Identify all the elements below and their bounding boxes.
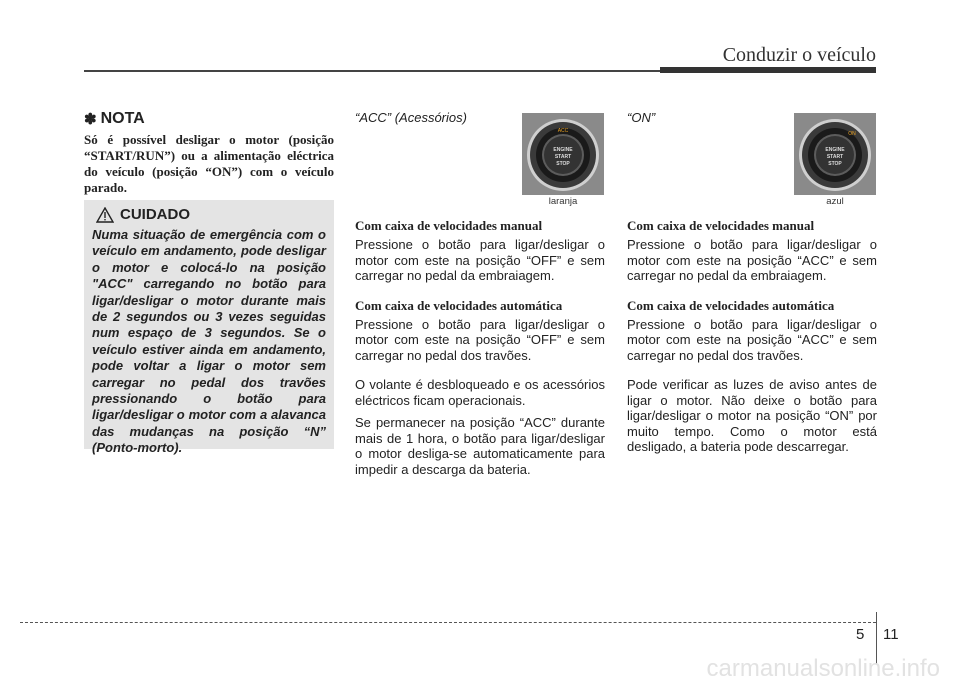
on-paragraph-1: Pode verificar as luzes de aviso antes de ligar o motor. Não deixe o botão para ligar/desligar o motor na posição “ON” por muito tempo. Como o motor está desligado, a bateria pode descarregar. bbox=[627, 377, 877, 454]
page-number: 11 bbox=[883, 626, 899, 643]
svg-text:STOP: STOP bbox=[828, 161, 842, 167]
on-figure bbox=[794, 113, 876, 209]
section-title: Conduzir o veículo bbox=[722, 44, 876, 66]
svg-text:START: START bbox=[554, 154, 572, 160]
on-manual-heading: Com caixa de velocidades manual bbox=[627, 218, 815, 233]
footer-rule bbox=[20, 622, 876, 623]
acc-auto-text: Pressione o botão para ligar/desligar o motor com este na posição “OFF” e sem carregar no pedal dos travões. bbox=[355, 316, 605, 363]
on-auto-text: Pressione o botão para ligar/desligar o motor com este na posição “ACC” e sem carregar no pedal dos travões. bbox=[627, 316, 877, 363]
acc-figure bbox=[522, 113, 604, 209]
note-body: Só é possível desligar o motor (posição “START/RUN”) ou a alimentação eléctrica do veículo (posição “ON”) com o veículo parado. bbox=[84, 132, 334, 195]
acc-button-image bbox=[522, 113, 604, 195]
on-caption: azul bbox=[826, 196, 844, 207]
acc-caption: laranja bbox=[548, 196, 578, 207]
svg-text:STOP: STOP bbox=[556, 161, 570, 167]
on-auto-heading: Com caixa de velocidades automática bbox=[627, 297, 835, 313]
svg-text:ENGINE: ENGINE bbox=[825, 147, 845, 153]
acc-manual-text: Pressione o botão para ligar/desligar o motor com este na posição “OFF” e sem carregar no pedal da embraiagem. bbox=[355, 237, 605, 283]
acc-auto-heading: Com caixa de velocidades automática bbox=[355, 297, 563, 313]
on-body bbox=[627, 218, 877, 455]
caution-box bbox=[84, 200, 334, 456]
watermark: carmanualsonline.info bbox=[706, 655, 940, 682]
acc-paragraph-1: O volante é desbloqueado e os acessórios eléctricos ficam operacionais. bbox=[355, 377, 605, 408]
acc-body bbox=[355, 218, 605, 477]
acc-manual-heading: Com caixa de velocidades manual bbox=[355, 218, 543, 233]
header-rule-accent bbox=[660, 67, 876, 73]
acc-title: “ACC” (Acessórios) bbox=[355, 110, 467, 125]
caution-label: CUIDADO bbox=[120, 206, 190, 223]
on-manual-text: Pressione o botão para ligar/desligar o motor com este na posição “ACC” e sem carregar no pedal da embraiagem. bbox=[627, 237, 877, 283]
svg-text:ENGINE: ENGINE bbox=[553, 147, 573, 153]
note-label: NOTA bbox=[100, 110, 145, 127]
svg-text:START: START bbox=[826, 154, 844, 160]
note-star-icon: ✽ bbox=[84, 111, 97, 128]
header-rule bbox=[84, 70, 660, 72]
caution-body: Numa situação de emergência com o veículo em andamento, pode desligar o motor e colocá-lo na posição "ACC" carregando no botão para ligar/desligar o motor durante mais de 2 segundos ou 3 vezes seguidas num espaço de 3 segundos. Se o veículo estiver ainda em andamento, pode voltar a ligar o motor sem carregar no pedal dos travões pressionando o botão para ligar/desligar o motor com a alavanca das mudanças na posição “N” (Ponto-morto). bbox=[92, 227, 326, 456]
chapter-number: 5 bbox=[856, 626, 865, 643]
caution-heading bbox=[96, 206, 326, 223]
on-title: “ON” bbox=[627, 110, 656, 125]
on-ring-label: ON bbox=[848, 131, 856, 137]
note-heading bbox=[84, 110, 334, 128]
acc-paragraph-2: Se permanecer na posição “ACC” durante mais de 1 hora, o botão para ligar/desligar o motor desliga-se automaticamente para impedir a descarga da bateria. bbox=[355, 415, 605, 477]
on-button-image bbox=[794, 113, 876, 195]
note-section bbox=[84, 110, 334, 196]
warning-triangle-icon bbox=[96, 207, 114, 223]
acc-ring-label: ACC bbox=[557, 128, 569, 134]
